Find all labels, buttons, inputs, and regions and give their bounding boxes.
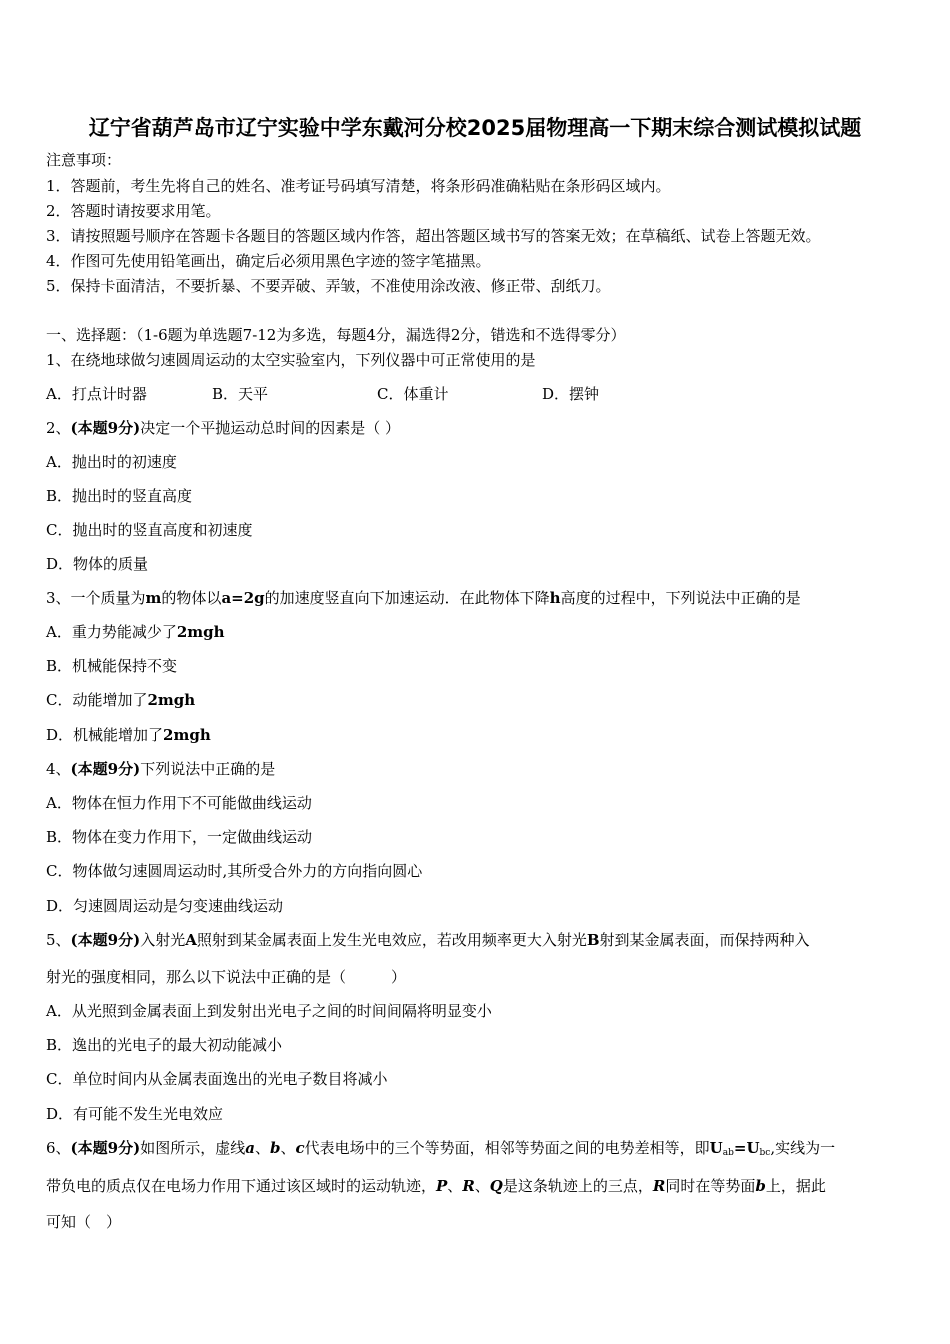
- separator: 、: [447, 1177, 463, 1195]
- stem-text: 上，据此: [765, 1177, 826, 1195]
- option-c: [46, 690, 195, 710]
- option-a: A．打点计时器: [46, 385, 147, 403]
- stem-text: 代表电场中的三个等势面，相邻等势面之间的电势差相等，即: [304, 1139, 710, 1157]
- notice-heading: 注意事项：: [46, 151, 122, 169]
- question-number: 5、: [46, 931, 71, 949]
- question-1-stem: 1、在绕地球做匀速圆周运动的太空实验室内，下列仪器中可正常使用的是: [46, 351, 536, 369]
- score-label: (本题9分): [70, 931, 141, 949]
- subscript: bc: [759, 1148, 771, 1158]
- var-q: Q: [489, 1177, 503, 1195]
- question-number: 6、: [46, 1139, 71, 1157]
- var-r: R: [462, 1177, 475, 1195]
- var-h: h: [549, 589, 561, 607]
- var-b: b: [269, 1139, 281, 1157]
- option-value: 2mgh: [176, 623, 225, 641]
- stem-text: 3、一个质量为: [46, 589, 146, 607]
- var-u: U: [709, 1139, 723, 1157]
- stem-text: 如图所示，虚线: [140, 1139, 246, 1157]
- question-6-stem: [46, 1138, 835, 1163]
- option-b: B．物体在变力作用下，一定做曲线运动: [46, 828, 313, 846]
- notice-item: 3．请按照题号顺序在答题卡各题目的答题区域内作答，超出答题区域书写的答案无效；在草稿纸、试卷上答题无效。: [46, 227, 821, 245]
- stem-text: 的物体以: [161, 589, 222, 607]
- notice-item: 5．保持卡面清洁，不要折暴、不要弄破、弄皱，不准使用涂改液、修正带、刮纸刀。: [46, 277, 611, 295]
- stem-text: ,实线为一: [770, 1139, 836, 1157]
- stem-text: 带负电的质点仅在电场力作用下通过该区域时的运动轨迹，: [46, 1177, 437, 1195]
- option-d: [46, 725, 211, 745]
- stem-text: 射到某金属表面，而保持两种入: [599, 931, 810, 949]
- question-6-stem-line3: 可知（ ）: [46, 1213, 122, 1231]
- option-value: 2mgh: [163, 726, 211, 744]
- var-b: b: [755, 1177, 766, 1195]
- question-4-stem: [46, 759, 275, 779]
- var-a: A: [185, 931, 197, 949]
- option-d: D．摆钟: [542, 385, 600, 403]
- stem-text: 高度的过程中，下列说法中正确的是: [560, 589, 801, 607]
- question-3-stem: [46, 588, 801, 608]
- option-text: C．动能增加了: [46, 691, 148, 709]
- score-label: (本题9分): [70, 760, 141, 778]
- stem-text: 入射光: [140, 931, 186, 949]
- option-value: 2mgh: [147, 691, 196, 709]
- stem-text: 的加速度竖直向下加速运动．在此物体下降: [264, 589, 550, 607]
- stem-text: 决定一个平抛运动总时间的因素是（ ）: [140, 419, 400, 437]
- separator: 、: [474, 1177, 490, 1195]
- option-d: D．有可能不发生光电效应: [46, 1105, 224, 1123]
- option-text: B．机械能保持不变: [46, 657, 178, 675]
- option-a: A．从光照到金属表面上到发射出光电子之间的时间间隔将明显变小: [46, 1002, 492, 1020]
- question-number: 2、: [46, 419, 71, 437]
- var-b: B: [586, 931, 600, 949]
- equals: =: [733, 1139, 747, 1157]
- var-c: c: [295, 1139, 305, 1157]
- var-p: P: [436, 1177, 448, 1195]
- score-label: (本题9分): [70, 419, 141, 437]
- option-b: [46, 656, 177, 676]
- option-a: A．抛出时的初速度: [46, 453, 177, 471]
- stem-text: 下列说法中正确的是: [140, 760, 276, 778]
- option-b: B．天平: [212, 385, 269, 403]
- option-d: D．匀速圆周运动是匀变速曲线运动: [46, 897, 284, 915]
- option-text: A．重力势能减少了: [46, 623, 177, 641]
- var-u: U: [746, 1139, 760, 1157]
- option-c: C．物体做匀速圆周运动时,其所受合外力的方向指向圆心: [46, 862, 423, 880]
- stem-text: 是这条轨迹上的三点，: [502, 1177, 653, 1195]
- notice-item: 4．作图可先使用铅笔画出，确定后必须用黑色字迹的签字笔描黑。: [46, 252, 491, 270]
- question-2-stem: [46, 418, 400, 438]
- question-number: 4、: [46, 760, 71, 778]
- option-b: B．逸出的光电子的最大初动能减小: [46, 1036, 283, 1054]
- section-heading: 一、选择题：（1-6题为单选题7-12为多选，每题4分，漏选得2分，错选和不选得零分）: [46, 326, 626, 344]
- score-label: (本题9分): [70, 1139, 141, 1157]
- subscript: ab: [722, 1148, 734, 1158]
- question-5-stem-line2: 射光的强度相同，那么以下说法中正确的是（ ）: [46, 968, 407, 986]
- separator: 、: [280, 1139, 296, 1157]
- option-a: [46, 622, 225, 642]
- question-6-stem-line2: [46, 1176, 826, 1196]
- exam-title: 辽宁省葫芦岛市辽宁实验中学东戴河分校2025届物理高一下期末综合测试模拟试题: [88, 116, 862, 140]
- var-a: a: [245, 1139, 255, 1157]
- var-m: m: [145, 589, 162, 607]
- option-c: C．抛出时的竖直高度和初速度: [46, 521, 253, 539]
- stem-text: 照射到某金属表面上发生光电效应，若改用频率更大入射光: [196, 931, 587, 949]
- notice-item: 1．答题前，考生先将自己的姓名、准考证号码填写清楚，将条形码准确粘贴在条形码区域内。: [46, 177, 671, 195]
- option-text: D．机械能增加了: [46, 726, 164, 744]
- separator: 、: [254, 1139, 270, 1157]
- option-a: A．物体在恒力作用下不可能做曲线运动: [46, 794, 312, 812]
- stem-text: 同时在等势面: [665, 1177, 756, 1195]
- var-r: R: [652, 1177, 666, 1195]
- option-d: D．物体的质量: [46, 555, 149, 573]
- var-a: a=2g: [221, 589, 265, 607]
- option-c: C．单位时间内从金属表面逸出的光电子数目将减小: [46, 1070, 388, 1088]
- question-5-stem: [46, 930, 810, 950]
- option-b: B．抛出时的竖直高度: [46, 487, 193, 505]
- option-c: C．体重计: [377, 385, 449, 403]
- notice-item: 2．答题时请按要求用笔。: [46, 202, 221, 220]
